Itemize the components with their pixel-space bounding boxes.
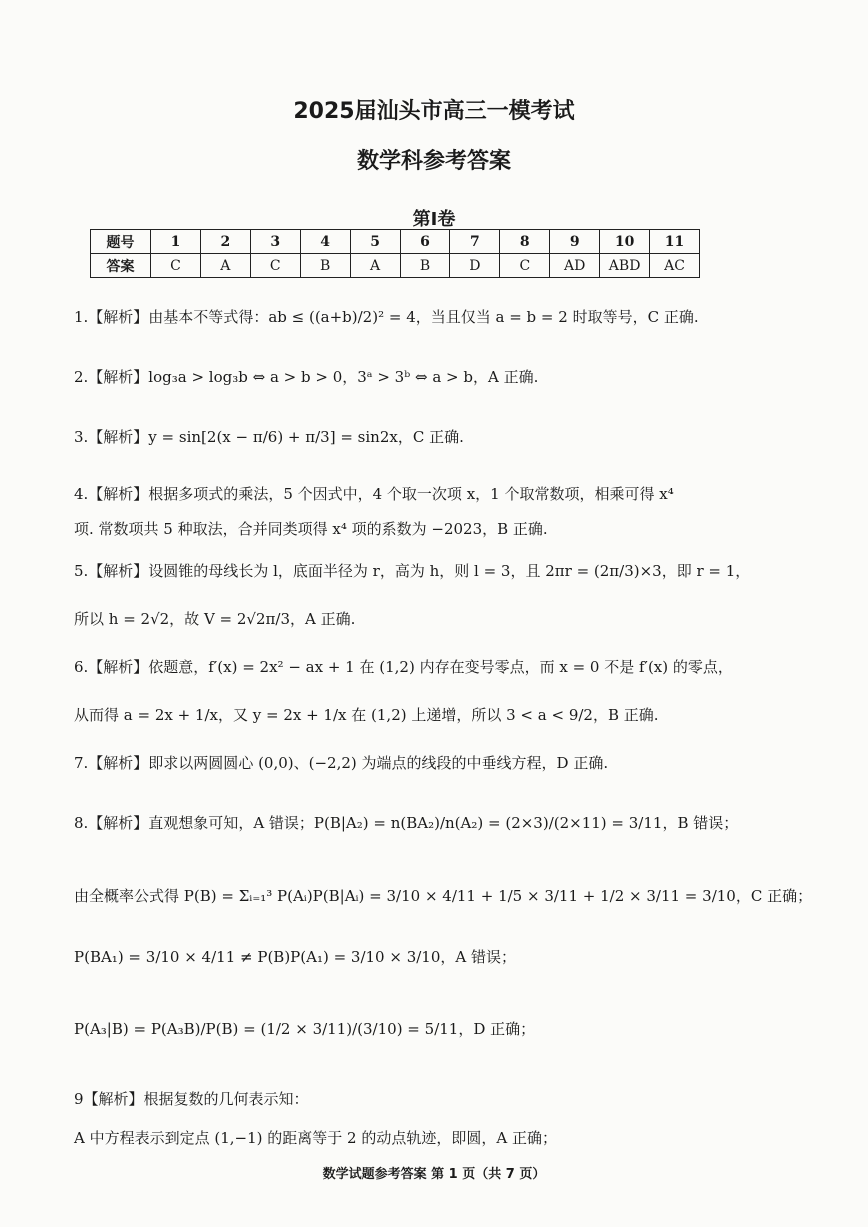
answer-cell: B	[300, 254, 350, 278]
solution-line-q7: 7.【解析】即求以两圆圆心 (0,0)、(−2,2) 为端点的线段的中垂线方程，D 正确.	[74, 754, 609, 772]
exam-title: 2025届汕头市高三一模考试	[293, 99, 575, 124]
page-footer: 数学试题参考答案 第 1 页（共 7 页）	[322, 1167, 546, 1182]
question-number-cell: 7	[450, 230, 500, 254]
question-number-cell: 1	[151, 230, 201, 254]
answer-cell: AD	[550, 254, 600, 278]
question-number-row	[91, 230, 700, 254]
answer-cell: A	[200, 254, 250, 278]
answer-table	[90, 229, 700, 278]
exam-subtitle: 数学科参考答案	[356, 149, 511, 174]
question-number-cell: 6	[400, 230, 450, 254]
solution-line-q6b: 从而得 a = 2x + 1/x，又 y = 2x + 1/x 在 (1,2) 上递增，所以 3 < a < 9/2，B 正确.	[74, 706, 659, 724]
answer-cell: AC	[650, 254, 700, 278]
question-number-cell: 2	[200, 230, 250, 254]
answer-cell: D	[450, 254, 500, 278]
solution-line-q2: 2.【解析】log₃a > log₃b ⇔ a > b > 0，3ᵃ > 3ᵇ ⇔ a > b，A 正确.	[74, 368, 539, 386]
solution-line-q6a: 6.【解析】依题意，f′(x) = 2x² − ax + 1 在 (1,2) 内存在变号零点，而 x = 0 不是 f′(x) 的零点，	[74, 658, 733, 676]
question-number-cell: 5	[350, 230, 400, 254]
answer-cell: B	[400, 254, 450, 278]
solution-line-q4a: 4.【解析】根据多项式的乘法，5 个因式中，4 个取一次项 x，1 个取常数项，相乘可得 x⁴	[74, 485, 674, 503]
solution-line-q4b: 项. 常数项共 5 种取法，合并同类项得 x⁴ 项的系数为 −2023，B 正确.	[74, 520, 548, 538]
solution-line-q3: 3.【解析】y = sin[2(x − π/6) + π/3] = sin2x，C 正确.	[74, 428, 464, 446]
solution-line-q8b: 由全概率公式得 P(B) = Σᵢ₌₁³ P(Aᵢ)P(B|Aᵢ) = 3/10 × 4/11 + 1/5 × 3/11 + 1/2 × 3/11 = 3/10，C 正确；	[74, 887, 813, 905]
solution-line-q8d: P(A₃|B) = P(A₃B)/P(B) = (1/2 × 3/11)/(3/10) = 5/11，D 正确；	[74, 1020, 536, 1038]
question-number-cell: 8	[500, 230, 550, 254]
answer-cell: ABD	[600, 254, 650, 278]
question-number-cell: 11	[650, 230, 700, 254]
solution-line-q5b: 所以 h = 2√2，故 V = 2√2π/3，A 正确.	[74, 610, 356, 628]
solution-line-q9b: A 中方程表示到定点 (1,−1) 的距离等于 2 的动点轨迹，即圆，A 正确；	[74, 1129, 557, 1147]
question-number-cell: 9	[550, 230, 600, 254]
question-number-cell: 4	[300, 230, 350, 254]
answer-cell: C	[500, 254, 550, 278]
solution-line-q1: 1.【解析】由基本不等式得：ab ≤ ((a+b)/2)² = 4，当且仅当 a = b = 2 时取等号，C 正确.	[74, 308, 699, 326]
solution-line-q8a: 8.【解析】直观想象可知，A 错误；P(B|A₂) = n(BA₂)/n(A₂) = (2×3)/(2×11) = 3/11，B 错误；	[74, 814, 739, 832]
section-heading: 第Ⅰ卷	[412, 209, 456, 230]
solution-line-q9a: 9【解析】根据复数的几何表示知：	[74, 1090, 309, 1108]
answer-cell: A	[350, 254, 400, 278]
answer-row	[91, 254, 700, 278]
answer-cell: C	[151, 254, 201, 278]
answer-cell: C	[250, 254, 300, 278]
question-number-cell: 10	[600, 230, 650, 254]
solution-line-q8c: P(BA₁) = 3/10 × 4/11 ≠ P(B)P(A₁) = 3/10 × 3/10，A 错误；	[74, 948, 516, 966]
solution-line-q5a: 5.【解析】设圆锥的母线长为 l，底面半径为 r，高为 h，则 l = 3，且 2πr = (2π/3)×3，即 r = 1，	[74, 562, 751, 580]
question-number-cell: 3	[250, 230, 300, 254]
row-label-answer: 答案	[91, 254, 151, 278]
row-label-number: 题号	[91, 230, 151, 254]
